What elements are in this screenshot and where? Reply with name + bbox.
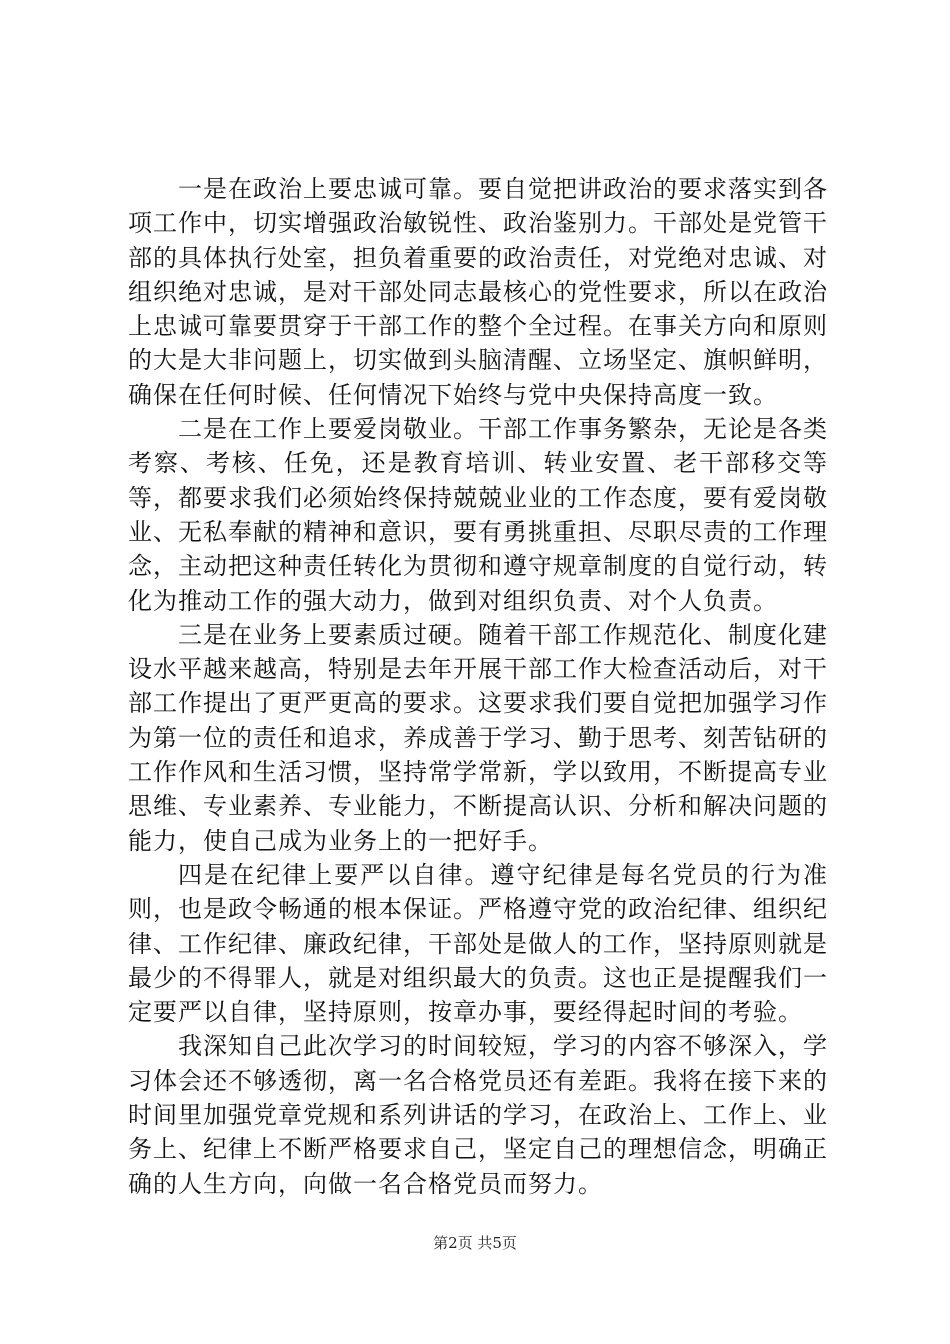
paragraph-conclusion: 我深知自己此次学习的时间较短，学习的内容不够深入，学习体会还不够透彻，离一名合格党员还有差距。我将在接下来的时间里加强党章党规和系列讲话的学习，在政治上、工作上、业务上、纪律上不断严格要求自己，坚定自己的理想信念，明确正确的人生方向，向做一名合格党员而努力。 (128, 1032, 828, 1198)
paragraph-work-dedication: 二是在工作上要爱岗敬业。干部工作事务繁杂，无论是各类考察、考核、任免，还是教育培训、转业安置、老干部移交等等，都要求我们必须始终保持兢兢业业的工作态度，要有爱岗敬业、无私奉献的精神和意识，要有勇挑重担、尽职尽责的工作理念，主动把这种责任转化为贯彻和遵守规章制度的自觉行动，转化为推动工作的强大动力，做到对组织负责、对个人负责。 (128, 415, 828, 615)
document-body (128, 172, 828, 1201)
paragraph-professional-quality: 三是在业务上要素质过硬。随着干部工作规范化、制度化建设水平越来越高，特别是去年开展干部工作大检查活动后，对干部工作提出了更严更高的要求。这要求我们要自觉把加强学习作为第一位的责任和追求，养成善于学习、勤于思考、刻苦钻研的工作作风和生活习惯，坚持常学常新，学以致用，不断提高专业思维、专业素养、专业能力，不断提高认识、分析和解决问题的能力，使自己成为业务上的一把好手。 (128, 620, 828, 855)
paragraph-discipline: 四是在纪律上要严以自律。遵守纪律是每名党员的行为准则，也是政令畅通的根本保证。严格遵守党的政治纪律、组织纪律、工作纪律、廉政纪律，干部处是做人的工作，坚持原则就是最少的不得罪人，就是对组织最大的负责。这也正是提醒我们一定要严以自律，坚持原则，按章办事，要经得起时间的考验。 (128, 860, 828, 1027)
page-number-footer: 第2页 共5页 (433, 1234, 517, 1252)
paragraph-political-loyalty: 一是在政治上要忠诚可靠。要自觉把讲政治的要求落实到各项工作中，切实增强政治敏锐性、政治鉴别力。干部处是党管干部的具体执行处室，担负着重要的政治责任，对党绝对忠诚、对组织绝对忠诚，是对干部处同志最核心的党性要求，所以在政治上忠诚可靠要贯穿于干部工作的整个全过程。在事关方向和原则的大是大非问题上，切实做到头脑清醒、立场坚定、旗帜鲜明，确保在任何时候、任何情况下始终与党中央保持高度一致。 (128, 175, 828, 409)
